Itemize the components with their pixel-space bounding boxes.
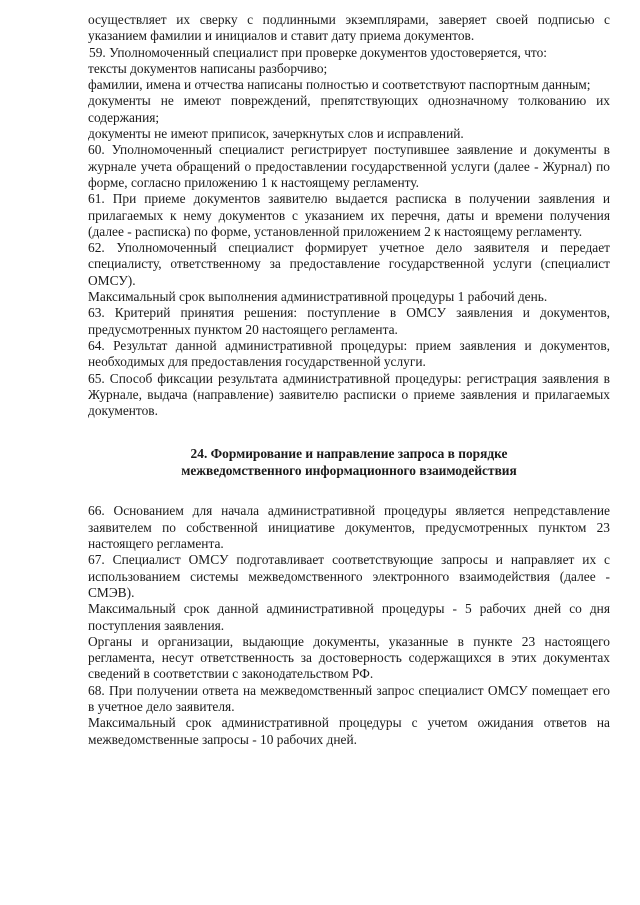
paragraph-organizations: Органы и организации, выдающие документы, указанные в пункте 23 настоящего регламента, несут ответственность за достоверность содержащихся в этих документах сведений в соответствии с законодательством РФ. <box>88 633 610 682</box>
section-heading-line-1: 24. Формирование и направление запроса в порядке <box>190 446 508 462</box>
paragraph-64: 64. Результат данной административной процедуры: прием заявления и документов, необходимых для предоставления государственной услуги. <box>88 337 610 370</box>
section-heading <box>88 445 610 479</box>
paragraph-63: 63. Критерий принятия решения: поступление в ОМСУ заявления и документов, предусмотренных пунктом 20 настоящего регламента. <box>88 305 610 337</box>
list-item-names-full: фамилии, имена и отчества написаны полностью и соответствуют паспортным данным; <box>88 77 591 93</box>
paragraph-max-term-5: Максимальный срок данной административной процедуры - 5 рабочих дней со дня поступления заявления. <box>88 601 610 633</box>
paragraph-61: 61. При приеме документов заявителю выдается расписка в получении заявления и прилагаемых к нему документов с указанием их перечня, даты и времени получения (далее - расписка) по форме, установленной приложением 2 к настоящему регламенту. <box>88 191 610 239</box>
paragraph-continuation: осуществляет их сверку с подлинными экземплярами, заверяет своей подписью с указанием фамилии и инициалов и ставит дату приема документов. <box>88 12 610 44</box>
list-item-no-corrections: документы не имеют приписок, зачеркнутых слов и исправлений. <box>88 126 464 142</box>
paragraph-max-term-10: Максимальный срок административной процедуры с учетом ожидания ответов на межведомственные запросы - 10 рабочих дней. <box>88 715 610 747</box>
section-heading-line-2: межведомственного информационного взаимодействия <box>181 463 517 479</box>
paragraph-67: 67. Специалист ОМСУ подготавливает соответствующие запросы и направляет их с использованием системы межведомственного электронного взаимодействия (далее - СМЭВ). <box>88 552 610 600</box>
paragraph-65: 65. Способ фиксации результата административной процедуры: регистрация заявления в Журнале, выдача (направление) заявителю расписки о приеме заявления и прилагаемых документов. <box>88 370 610 419</box>
paragraph-66: 66. Основанием для начала административной процедуры является непредставление заявителем по собственной инициативе документов, предусмотренных пунктом 23 настоящего регламента. <box>88 503 610 552</box>
paragraph-max-term-1: Максимальный срок выполнения административной процедуры 1 рабочий день. <box>88 289 548 305</box>
list-item-legible: тексты документов написаны разборчиво; <box>88 60 328 76</box>
paragraph-59-text: 59. Уполномоченный специалист при проверке документов удостоверяется, что: <box>89 44 548 60</box>
list-item-no-damage: документы не имеют повреждений, препятствующих однозначному толкованию их содержания; <box>88 93 610 125</box>
paragraph-59 <box>88 45 610 61</box>
document-page <box>88 12 610 748</box>
paragraph-68: 68. При получении ответа на межведомственный запрос специалист ОМСУ помещает его в учетное дело заявителя. <box>88 682 610 714</box>
paragraph-60: 60. Уполномоченный специалист регистрирует поступившее заявление и документы в журнале учета обращений о предоставлении государственной услуги (далее - Журнал) по форме, согласно приложению 1 к настоящему регламенту. <box>88 142 610 190</box>
paragraph-62: 62. Уполномоченный специалист формирует учетное дело заявителя и передает специалисту, ответственному за предоставление государственной услуги (специалист ОМСУ). <box>88 240 610 288</box>
